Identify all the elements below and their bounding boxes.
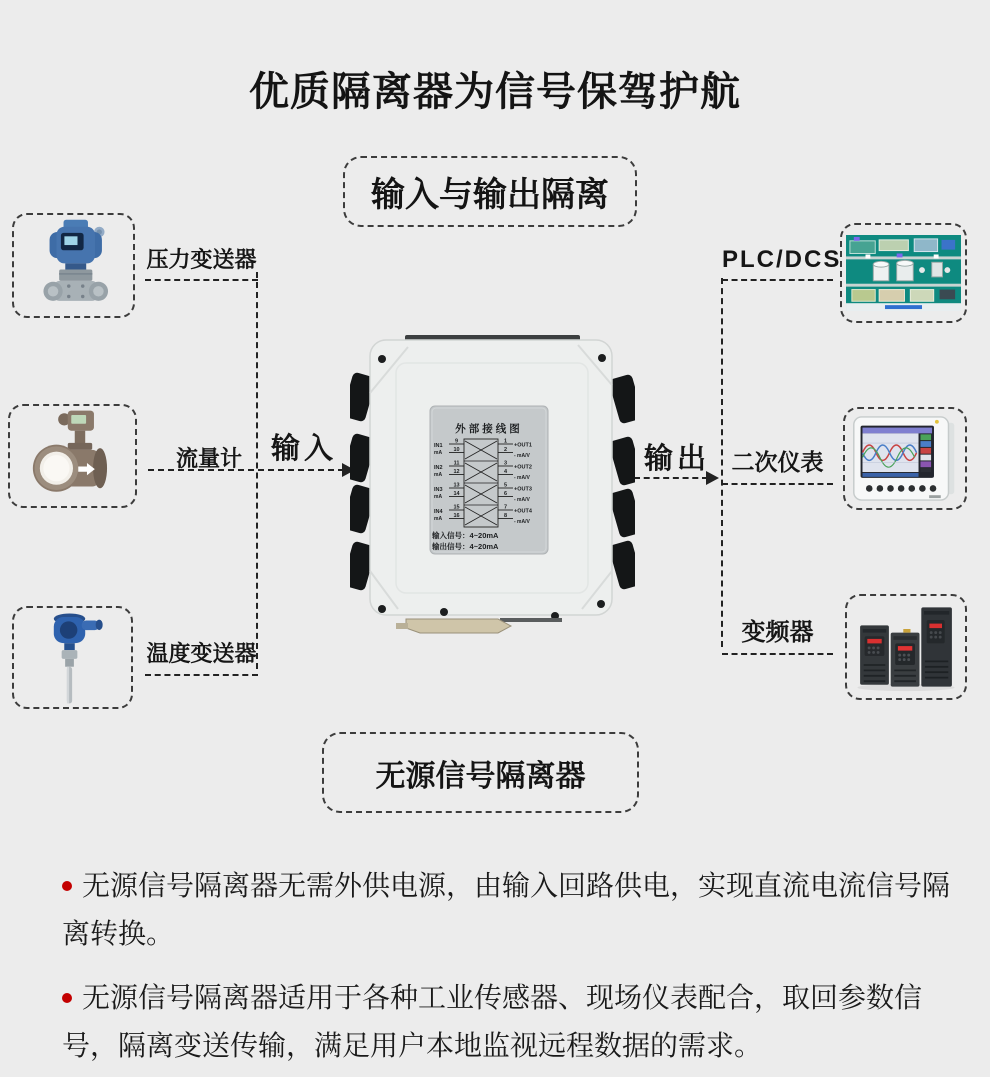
pressure-transmitter-box	[12, 213, 135, 318]
svg-text:14: 14	[453, 491, 460, 497]
svg-text:11: 11	[453, 460, 460, 467]
banner-bottom-label: 无源信号隔离器	[375, 759, 586, 793]
plc-dcs-box	[840, 223, 967, 323]
svg-text:3: 3	[503, 460, 508, 467]
wiring-note-output: 输出信号：4~20mA	[432, 542, 499, 551]
svg-text:2: 2	[503, 447, 508, 453]
svg-text:7: 7	[503, 504, 508, 511]
banner-top-label: 输入与输出隔离	[371, 176, 609, 214]
svg-text:- mA/V: - mA/V	[514, 475, 530, 481]
label-flow-meter: 流量计	[175, 446, 242, 471]
output-connector-line	[634, 477, 708, 479]
label-pressure-transmitter: 压力变送器	[145, 243, 258, 281]
wiring-diagram	[430, 406, 548, 554]
svg-text:13: 13	[453, 482, 460, 489]
isolator-module-svg	[350, 333, 635, 635]
svg-text:IN3: IN3	[434, 487, 443, 493]
input-flow-label: 输入	[271, 433, 338, 465]
frequency-inverter-image	[849, 602, 963, 692]
secondary-instrument-box	[843, 407, 967, 510]
svg-text:mA: mA	[434, 494, 443, 500]
svg-text:5: 5	[503, 482, 508, 489]
svg-text:- mA/V: - mA/V	[514, 453, 530, 459]
bullet-dot	[62, 881, 72, 891]
bullet-text: 无源信号隔离器无需外供电源，由输入回路供电，实现直流电流信号隔离转换。	[62, 870, 951, 949]
flow-meter-box	[8, 404, 137, 508]
svg-text:IN2: IN2	[434, 465, 443, 471]
svg-text:+OUT4: +OUT4	[514, 508, 532, 515]
svg-text:IN4: IN4	[434, 509, 443, 515]
svg-text:+OUT2: +OUT2	[514, 464, 532, 471]
label-plc-dcs: PLC/DCS	[722, 246, 833, 281]
wiring-note-input: 输入信号：4~20mA	[432, 531, 499, 540]
pressure-transmitter-image	[26, 218, 122, 314]
flow-meter-image	[25, 408, 121, 504]
svg-text:mA: mA	[434, 516, 443, 522]
page-title: 优质隔离器为信号保驾护航	[249, 70, 741, 114]
svg-text:4: 4	[503, 469, 508, 475]
svg-text:- mA/V: - mA/V	[514, 519, 530, 525]
input-connector-line	[148, 469, 344, 471]
output-flow-label: 输出	[644, 443, 711, 475]
frequency-inverter-box	[845, 594, 967, 700]
svg-text:+OUT3: +OUT3	[514, 486, 532, 493]
temperature-transmitter-image	[27, 610, 119, 706]
svg-text:8: 8	[503, 513, 508, 519]
bullet-item	[62, 862, 954, 958]
svg-text:mA: mA	[434, 472, 443, 478]
svg-text:+OUT1: +OUT1	[514, 442, 532, 449]
wiring-title: 外部接线图	[455, 423, 523, 435]
svg-text:10: 10	[453, 447, 460, 453]
svg-text:mA: mA	[434, 450, 443, 456]
label-frequency-inverter: 变频器	[722, 612, 833, 655]
bullet-item	[62, 974, 954, 1070]
svg-text:9: 9	[454, 438, 459, 445]
svg-text:1: 1	[503, 438, 508, 445]
label-temperature-transmitter: 温度变送器	[145, 637, 258, 676]
description-bullets	[62, 862, 954, 1077]
banner-passive-isolator	[322, 732, 639, 813]
svg-text:15: 15	[453, 504, 460, 511]
din-rail-clip	[406, 619, 511, 633]
svg-text:IN1: IN1	[434, 443, 443, 449]
plc-dcs-hmi-image	[845, 235, 962, 311]
svg-text:6: 6	[503, 491, 508, 497]
label-secondary-instrument: 二次仪表	[722, 444, 833, 485]
bullet-dot	[62, 993, 72, 1003]
paperless-recorder-image	[848, 411, 962, 506]
banner-input-output-isolation	[343, 156, 637, 227]
svg-text:12: 12	[453, 469, 460, 475]
temperature-transmitter-box	[12, 606, 133, 709]
isolator-module-image	[350, 333, 635, 635]
bullet-text: 无源信号隔离器适用于各种工业传感器、现场仪表配合，取回参数信号，隔离变送传输，满足用户本地监视远程数据的需求。	[62, 982, 923, 1061]
svg-text:- mA/V: - mA/V	[514, 497, 530, 503]
svg-text:16: 16	[453, 513, 460, 519]
right-connector-vertical-line	[721, 278, 723, 647]
